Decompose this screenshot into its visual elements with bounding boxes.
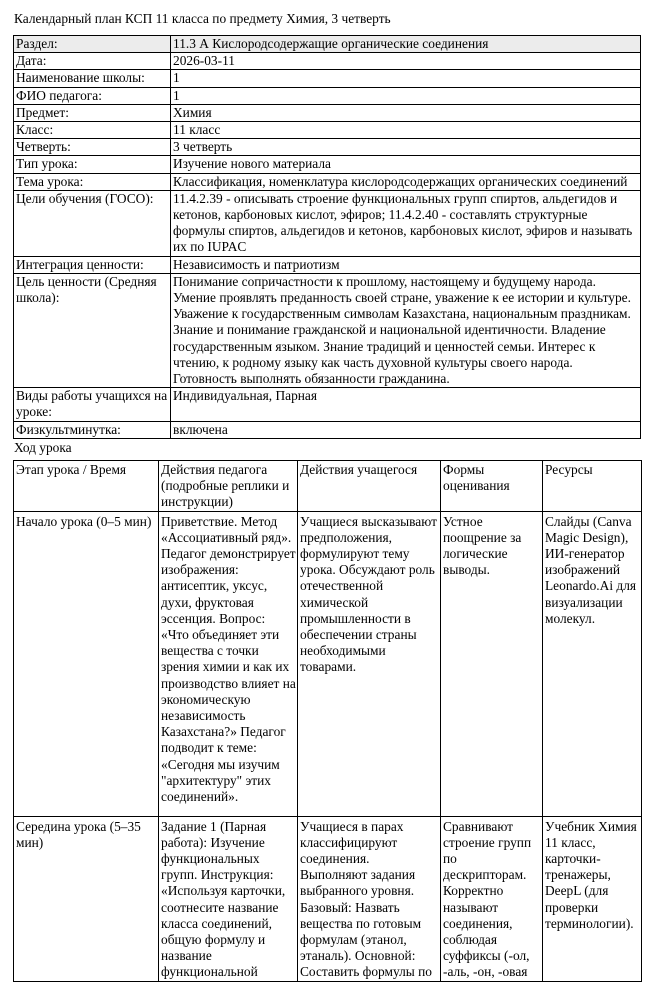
flow-column-header: Действия педагога (подробные реплики и инструкции) <box>159 461 298 512</box>
info-label: Наименование школы: <box>14 70 171 87</box>
flow-row <box>14 816 642 981</box>
info-value: Изучение нового материала <box>171 156 641 173</box>
info-label: Тема урока: <box>14 173 171 190</box>
assessment-cell: Устное поощрение за логические выводы. <box>441 511 543 816</box>
info-row <box>14 87 641 104</box>
info-value: 2026-03-11 <box>171 53 641 70</box>
lesson-flow-heading: Ход урока <box>14 440 72 455</box>
info-row <box>14 273 641 387</box>
lesson-flow-table <box>13 460 642 982</box>
info-label: Тип урока: <box>14 156 171 173</box>
info-row <box>14 70 641 87</box>
flow-column-header: Формы оценивания <box>441 461 543 512</box>
teacher-actions-cell: Задание 1 (Парная работа): Изучение функциональных групп. Инструкция: «Используя карточки, соотнесите название класса соединений, общую формулу и название функциональной <box>159 816 298 981</box>
info-value: 3 четверть <box>171 139 641 156</box>
info-label: Предмет: <box>14 104 171 121</box>
info-label: Интеграция ценности: <box>14 256 171 273</box>
resources-cell: Учебник Химия 11 класс, карточки-тренажеры, DeepL (для проверки терминологии). <box>543 816 642 981</box>
info-value: 11 класс <box>171 122 641 139</box>
info-row <box>14 256 641 273</box>
info-label: Раздел: <box>14 36 171 53</box>
info-row <box>14 190 641 256</box>
flow-column-header: Этап урока / Время <box>14 461 159 512</box>
info-row <box>14 421 641 438</box>
info-value: Классификация, номенклатура кислородсодержащих органических соединений <box>171 173 641 190</box>
info-value: 1 <box>171 87 641 104</box>
flow-column-header: Действия учащегося <box>298 461 441 512</box>
info-value: 1 <box>171 70 641 87</box>
info-row <box>14 122 641 139</box>
info-label: Физкультминутка: <box>14 421 171 438</box>
student-actions-cell: Учащиеся в парах классифицируют соединения. Выполняют задания выбранного уровня. Базовый: Назвать вещества по готовым формулам (этанол, этаналь). Основной: Составить формулы по <box>298 816 441 981</box>
student-actions-cell: Учащиеся высказывают предположения, формулируют тему урока. Обсуждают роль отечественной химической промышленности в обеспечении страны необходимыми товарами. <box>298 511 441 816</box>
flow-row <box>14 511 642 816</box>
info-row <box>14 104 641 121</box>
info-label: Виды работы учащихся на уроке: <box>14 388 171 421</box>
info-label: Цели обучения (ГОСО): <box>14 190 171 256</box>
stage-cell: Середина урока (5–35 мин) <box>14 816 159 981</box>
info-label: Цель ценности (Средняя школа): <box>14 273 171 387</box>
flow-column-header: Ресурсы <box>543 461 642 512</box>
stage-cell: Начало урока (0–5 мин) <box>14 511 159 816</box>
info-label: Четверть: <box>14 139 171 156</box>
info-value: Химия <box>171 104 641 121</box>
info-row <box>14 156 641 173</box>
info-value: 11.3 А Кислородсодержащие органические соединения <box>171 36 641 53</box>
info-value: Индивидуальная, Парная <box>171 388 641 421</box>
lesson-info-table <box>13 35 641 439</box>
info-row <box>14 36 641 53</box>
teacher-actions-cell: Приветствие. Метод «Ассоциативный ряд». Педагог демонстрирует изображения: антисептик, уксус, духи, фруктовая эссенция. Вопрос: «Что объединяет эти вещества с точки зрения химии и как их производство влияет на экономическую независимость Казахстана?» Педагог подводит к теме: «Сегодня мы изучим "архитектуру" этих соединений». <box>159 511 298 816</box>
document-title: Календарный план КСП 11 класса по предмету Химия, 3 четверть <box>14 11 391 26</box>
info-value: 11.4.2.39 - описывать строение функциональных групп спиртов, альдегидов и кетонов, карбоновых кислот, эфиров; 11.4.2.40 - составлять структурные формулы спиртов, альдегидов и кетонов, карбоновых кислот, эфиров и называть их по IUPAC <box>171 190 641 256</box>
info-row <box>14 53 641 70</box>
info-value: Независимость и патриотизм <box>171 256 641 273</box>
resources-cell: Слайды (Canva Magic Design), ИИ-генератор изображений Leonardo.Ai для визуализации молекул. <box>543 511 642 816</box>
info-label: Дата: <box>14 53 171 70</box>
info-row <box>14 388 641 421</box>
info-value: Понимание сопричастности к прошлому, настоящему и будущему народа. Умение проявлять преданность своей стране, уважение к ее истории и культуре. Уважение к государственным символам Казахстана, национальным праздникам. Знание и понимание гражданской и национальной идентичности. Владение государственным языком. Знание традиций и ценностей семьи. Интерес к чтению, к родному языку как часть духовной культуры своего народа. Готовность выполнять обязанности гражданина. <box>171 273 641 387</box>
info-value: включена <box>171 421 641 438</box>
info-label: ФИО педагога: <box>14 87 171 104</box>
info-row <box>14 173 641 190</box>
info-label: Класс: <box>14 122 171 139</box>
info-row <box>14 139 641 156</box>
assessment-cell: Сравнивают строение групп по дескрипторам. Корректно называют соединения, соблюдая суффиксы (-ол, -аль, -он, -овая <box>441 816 543 981</box>
